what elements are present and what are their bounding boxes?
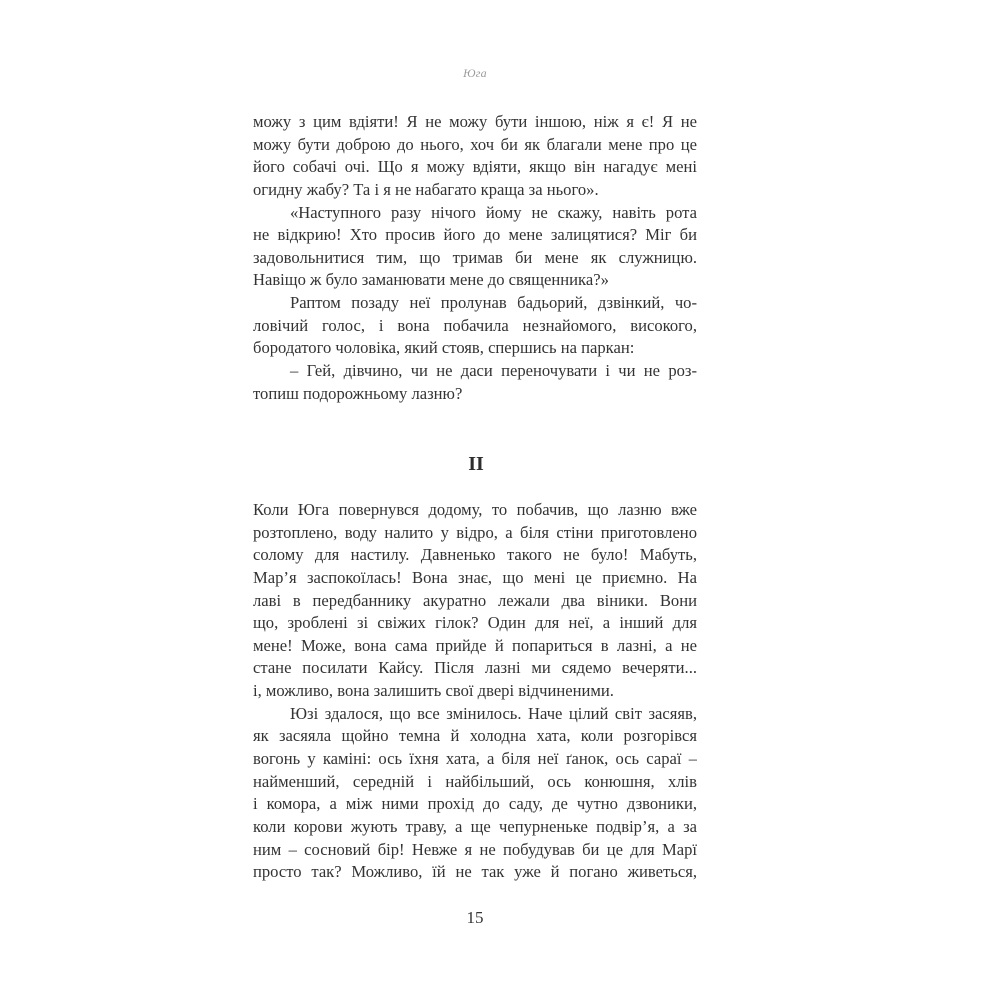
text-line: топиш подорожньому лазню? (253, 383, 463, 403)
text-section-2 (253, 499, 697, 884)
text-line: як засяяла щойно темна й холодна хата, коли розгорівся (253, 726, 697, 746)
text-line: «Наступного разу нічого йому не скажу, навіть рота (290, 202, 697, 222)
text-line: мене! Може, вона сама прийде й попариться в лазні, а не (253, 635, 697, 655)
text-line: Юзі здалося, що все змінилось. Наче цілий світ засяяв, (290, 703, 697, 723)
text-line: можу з цим вдіяти! Я не можу бути іншою, ніж я є! Я не (253, 112, 697, 131)
section-heading: II (468, 453, 484, 475)
text-line: і комора, а між ними прохід до саду, де чутно дзвоники, (253, 794, 697, 814)
text-line: і, можливо, вона залишить свої двері відчиненими. (253, 681, 614, 701)
text-line: Коли Юга повернувся додому, то побачив, що лазню вже (253, 500, 697, 519)
text-line: бородатого чоловіка, який стояв, спершись на паркан: (253, 338, 635, 358)
text-line: лаві в передбаннику акуратно лежали два віники. Вони (253, 590, 697, 610)
text-line: задовольнитися тим, що тримав би мене як служницю. (253, 247, 697, 267)
text-line: можу бути доброю до нього, хоч би як благали мене про це (253, 134, 697, 154)
text-line: його собачі очі. Що я можу вдіяти, якщо він нагадує мені (253, 157, 697, 177)
text-line: ловічий голос, і вона побачила незнайомого, високого, (253, 315, 697, 335)
text-line: коли корови жують траву, а ще чепурненьке подвір’я, а за (253, 816, 697, 836)
page-number: 15 (466, 908, 484, 927)
text-line: – Гей, дівчино, чи не даси переночувати і чи не роз- (290, 361, 697, 381)
text-line: що, зроблені зі свіжих гілок? Один для неї, а інший для (253, 613, 697, 633)
text-line: найменший, середній і найбільший, ось конюшня, хлів (253, 771, 697, 791)
text-line: розтоплено, воду налито у відро, а біля стіни приготовлено (253, 522, 697, 542)
text-line: просто так? Можливо, їй не так уже й погано живеться, (253, 862, 697, 882)
text-section-1 (253, 111, 697, 405)
text-line: огидну жабу? Та і я не набагато краща за нього». (253, 179, 599, 199)
text-line: Раптом позаду неї пролунав бадьорий, дзвінкий, чо- (290, 293, 697, 313)
text-line: Навіщо ж було заманювати мене до священника?» (253, 270, 609, 290)
text-line: ним – сосновий бір! Невже я не побудував би це для Марї (253, 839, 697, 859)
running-head: Юга (463, 66, 487, 80)
text-line: не відкрию! Хто просив його до мене залицятися? Міг би (253, 225, 697, 245)
text-line: стане посилати Кайсу. Після лазні ми сядемо вечеряти... (253, 658, 697, 678)
text-line: солому для настилу. Давненько такого не було! Мабуть, (253, 545, 697, 565)
text-line: Мар’я заспокоїлась! Вона знає, що мені це приємно. На (253, 567, 697, 587)
text-line: вогонь у каміні: ось їхня хата, а біля неї ґанок, ось сараї – (253, 749, 697, 769)
